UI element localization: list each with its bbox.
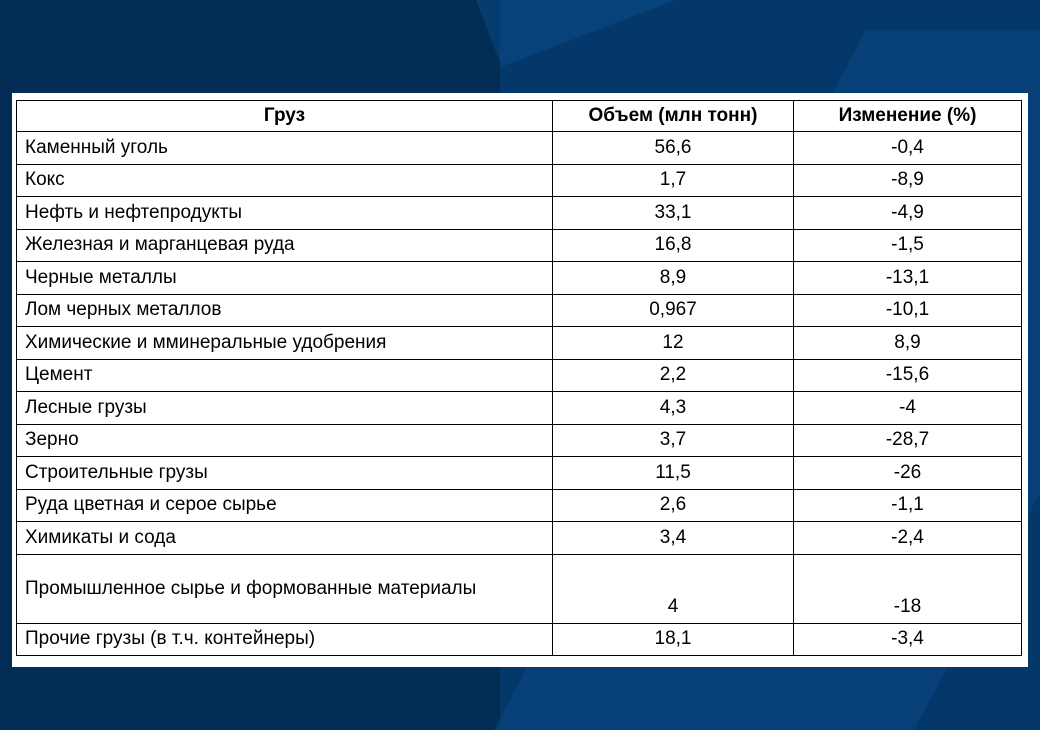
table-row bbox=[17, 327, 1022, 360]
cell-change: -28,7 bbox=[794, 424, 1022, 457]
cell-volume: 1,7 bbox=[553, 164, 794, 197]
table-row bbox=[17, 132, 1022, 165]
cell-change: -18 bbox=[794, 554, 1022, 623]
cell-cargo: Зерно bbox=[17, 424, 553, 457]
cell-change: -8,9 bbox=[794, 164, 1022, 197]
header-cargo: Груз bbox=[17, 101, 553, 132]
cell-volume: 3,7 bbox=[553, 424, 794, 457]
cell-cargo: Руда цветная и серое сырье bbox=[17, 489, 553, 522]
cell-volume: 11,5 bbox=[553, 457, 794, 490]
table-row bbox=[17, 489, 1022, 522]
cell-volume: 16,8 bbox=[553, 229, 794, 262]
cell-volume: 3,4 bbox=[553, 522, 794, 555]
cell-volume: 4 bbox=[553, 554, 794, 623]
table-row bbox=[17, 359, 1022, 392]
cell-change: -1,5 bbox=[794, 229, 1022, 262]
table-row bbox=[17, 262, 1022, 295]
cell-cargo: Кокс bbox=[17, 164, 553, 197]
table-row bbox=[17, 294, 1022, 327]
cell-cargo: Лом черных металлов bbox=[17, 294, 553, 327]
cell-volume: 2,2 bbox=[553, 359, 794, 392]
cell-cargo: Нефть и нефтепродукты bbox=[17, 197, 553, 230]
cell-change: -4,9 bbox=[794, 197, 1022, 230]
header-change: Изменение (%) bbox=[794, 101, 1022, 132]
table-header-row bbox=[17, 101, 1022, 132]
cell-change: 8,9 bbox=[794, 327, 1022, 360]
cell-change: -4 bbox=[794, 392, 1022, 425]
cell-cargo: Химикаты и сода bbox=[17, 522, 553, 555]
cell-change: -3,4 bbox=[794, 623, 1022, 656]
cell-change: -15,6 bbox=[794, 359, 1022, 392]
cell-volume: 12 bbox=[553, 327, 794, 360]
cell-cargo: Цемент bbox=[17, 359, 553, 392]
cell-cargo: Прочие грузы (в т.ч. контейнеры) bbox=[17, 623, 553, 656]
cell-volume: 8,9 bbox=[553, 262, 794, 295]
cell-change: -10,1 bbox=[794, 294, 1022, 327]
cell-cargo: Железная и марганцевая руда bbox=[17, 229, 553, 262]
cell-change: -0,4 bbox=[794, 132, 1022, 165]
table-row bbox=[17, 164, 1022, 197]
table-row bbox=[17, 424, 1022, 457]
cell-cargo: Каменный уголь bbox=[17, 132, 553, 165]
cell-cargo: Строительные грузы bbox=[17, 457, 553, 490]
cell-change: -26 bbox=[794, 457, 1022, 490]
cell-change: -1,1 bbox=[794, 489, 1022, 522]
cell-volume: 2,6 bbox=[553, 489, 794, 522]
cell-cargo: Химические и мминеральные удобрения bbox=[17, 327, 553, 360]
header-volume: Объем (млн тонн) bbox=[553, 101, 794, 132]
cargo-table bbox=[16, 100, 1022, 656]
cell-volume: 56,6 bbox=[553, 132, 794, 165]
cell-cargo: Черные металлы bbox=[17, 262, 553, 295]
cell-volume: 0,967 bbox=[553, 294, 794, 327]
table-row bbox=[17, 522, 1022, 555]
table-row bbox=[17, 457, 1022, 490]
cell-cargo: Промышленное сырье и формованные материалы bbox=[17, 554, 553, 623]
table-row bbox=[17, 554, 1022, 623]
table-card bbox=[12, 93, 1028, 667]
cell-change: -2,4 bbox=[794, 522, 1022, 555]
cell-volume: 33,1 bbox=[553, 197, 794, 230]
cell-change: -13,1 bbox=[794, 262, 1022, 295]
cell-volume: 18,1 bbox=[553, 623, 794, 656]
table-row bbox=[17, 197, 1022, 230]
table-row bbox=[17, 623, 1022, 656]
table-row bbox=[17, 392, 1022, 425]
table-row bbox=[17, 229, 1022, 262]
cell-cargo: Лесные грузы bbox=[17, 392, 553, 425]
cell-volume: 4,3 bbox=[553, 392, 794, 425]
